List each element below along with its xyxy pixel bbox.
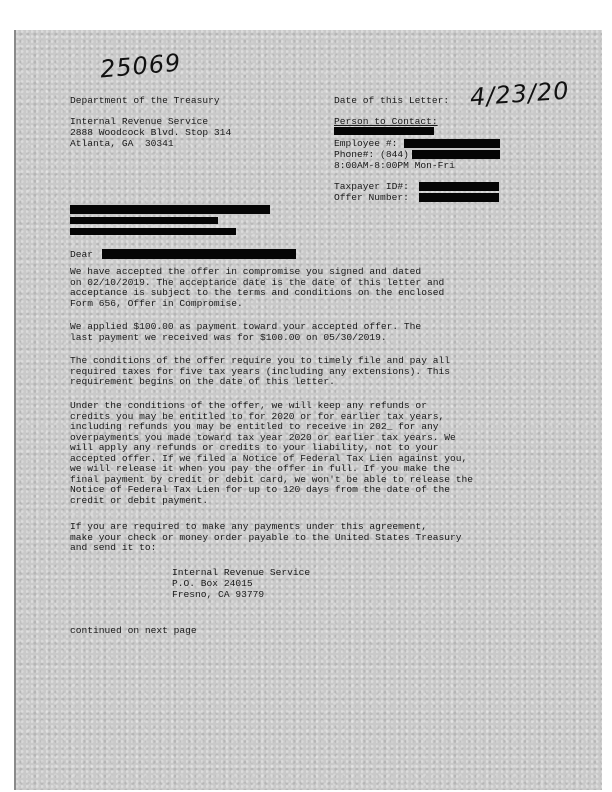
salutation: Dear xyxy=(70,249,94,260)
redacted-employee-number xyxy=(404,139,500,148)
redacted-recipient-line-1 xyxy=(70,205,270,214)
redacted-recipient-line-2 xyxy=(70,217,218,224)
paragraph-conditions: The conditions of the offer require you to timely file and pay all required taxes for five tax years (including any extensions). This requirement begins on the date of this letter. xyxy=(70,355,450,387)
person-to-contact-label: Person to Contact: xyxy=(334,116,438,127)
contact-hours: 8:00AM-8:00PM Mon-Fri xyxy=(334,160,455,171)
remit-line-2: P.O. Box 24015 xyxy=(172,578,253,589)
sender-line-1: Internal Revenue Service xyxy=(70,116,209,127)
redacted-recipient-line-3 xyxy=(70,228,236,235)
employee-number-label: Employee #: xyxy=(334,138,398,149)
offer-number-label: Offer Number: xyxy=(334,192,409,203)
date-of-letter-label: Date of this Letter: xyxy=(334,95,450,106)
paragraph-acceptance: We have accepted the offer in compromise you signed and dated on 02/10/2019. The acceptance date is the date of this letter and acceptance is subject to the terms and conditions on the enclosed Form 656, Offer in Compromise. xyxy=(70,266,445,309)
sender-line-3: Atlanta, GA 30341 xyxy=(70,138,174,149)
sender-department: Department of the Treasury xyxy=(70,95,220,106)
redacted-contact-name xyxy=(334,127,434,135)
remit-line-3: Fresno, CA 93779 xyxy=(172,589,265,600)
handwritten-date: 4/23/20 xyxy=(469,76,571,112)
paragraph-refunds: Under the conditions of the offer, we will keep any refunds or credits you may be entitled to for 2020 or for earlier tax years, including refunds you may be entitled to receive in 202_ for any overpayments you made toward tax year 2020 or earlier tax years. We will apply any refunds or credits to your liability, not to your accepted offer. If we filed a Notice of Federal Tax Lien against you, we will release it when you pay the offer in full. If you make the final payment by credit or debit card, we won't be able to release the Notice of Federal Tax Lien for up to 120 days from the date of the credit or debit payment. xyxy=(70,400,474,506)
remit-line-1: Internal Revenue Service xyxy=(172,567,311,578)
redacted-offer-number xyxy=(419,193,499,202)
sender-line-2: 2888 Woodcock Blvd. Stop 314 xyxy=(70,127,232,138)
paragraph-payment: We applied $100.00 as payment toward your accepted offer. The last payment we received was for $100.00 on 05/30/2019. xyxy=(70,321,422,343)
phone-label: Phone#: (844) xyxy=(334,149,409,160)
handwritten-case-number: 25069 xyxy=(98,48,183,84)
paragraph-payments-instructions: If you are required to make any payments under this agreement, make your check or money order payable to the United States Treasury and send it to: xyxy=(70,521,462,553)
redacted-recipient-name xyxy=(102,249,296,259)
taxpayer-id-label: Taxpayer ID#: xyxy=(334,181,409,192)
redacted-taxpayer-id xyxy=(419,182,499,191)
continued-note: continued on next page xyxy=(70,625,197,636)
redacted-phone xyxy=(412,150,500,159)
